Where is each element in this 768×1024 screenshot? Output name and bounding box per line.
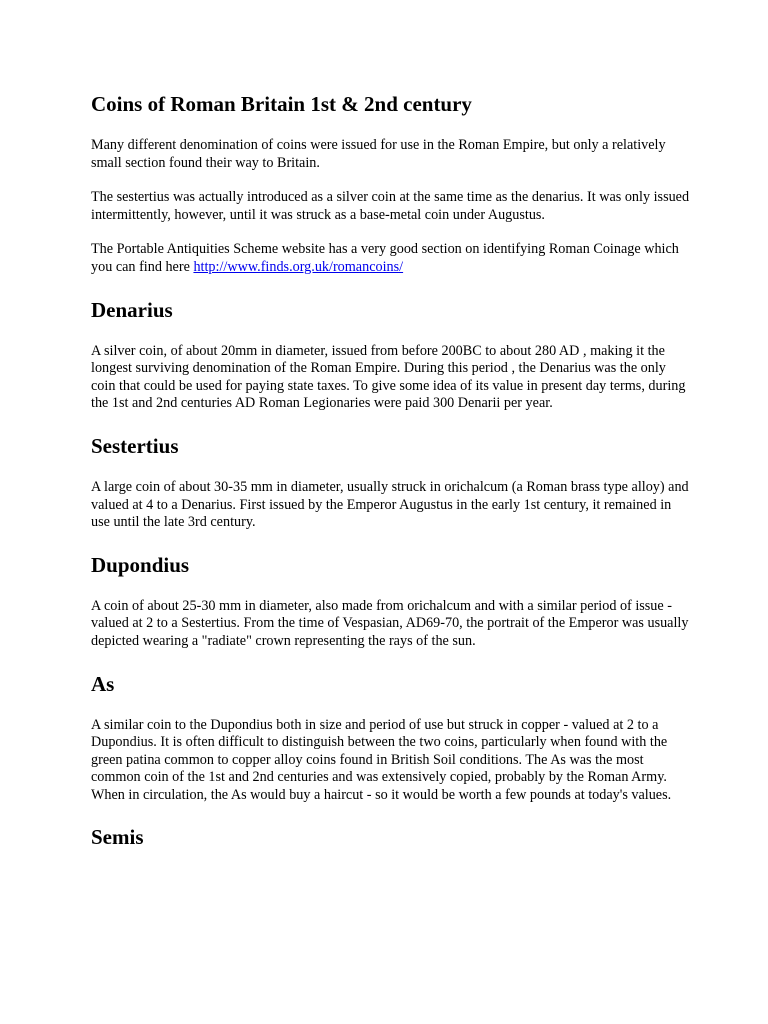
heading-sestertius: Sestertius — [91, 433, 179, 458]
body-denarius: A silver coin, of about 20mm in diameter, issued from before 200BC to about 280 AD , making it the longest surviving denomination of the Roman Empire. During this period , the Denarius was the only coin that could be used for paying state taxes. To give some idea of its value in present day terms, during the 1st and 2nd centuries AD Roman Legionaries were paid 300 Denarii per year. — [91, 342, 686, 412]
heading-denarius: Denarius — [91, 297, 173, 322]
section-dupondius — [91, 549, 691, 651]
section-semis — [91, 821, 691, 853]
intro-paragraph-2: The sestertius was actually introduced as a silver coin at the same time as the denarius. It was only issued intermittently, however, until it was struck as a base-metal coin under Augustus. — [91, 189, 690, 223]
intro-paragraph-1: Many different denomination of coins were issued for use in the Roman Empire, but only a relatively small section found their way to Britain. — [91, 137, 666, 171]
romancoins-link[interactable]: http://www.finds.org.uk/romancoins/ — [193, 258, 404, 275]
document-page — [91, 88, 691, 870]
heading-as: As — [91, 671, 115, 696]
body-sestertius: A large coin of about 30-35 mm in diameter, usually struck in orichalcum (a Roman brass type alloy) and valued at 4 to a Denarius. First issued by the Emperor Augustus in the early 1st century, it remained in use until the late 3rd century. — [91, 478, 689, 531]
section-denarius — [91, 294, 691, 413]
pas-paragraph — [91, 241, 691, 276]
body-as: A similar coin to the Dupondius both in size and period of use but struck in copper - valued at 2 to a Dupondius. It is often difficult to distinguish between the two coins, particularly when found with the green patina common to copper alloy coins found in British Soil conditions. The As was the most common coin of the 1st and 2nd centuries and was extensively copied, probably by the Roman Army. When in circulation, the As would buy a haircut - so it would be worth a few pounds at today's values. — [91, 716, 672, 803]
page-title: Coins of Roman Britain 1st & 2nd century — [91, 92, 472, 116]
heading-semis: Semis — [91, 825, 144, 850]
pas-text: The Portable Antiquities Scheme website has a very good section on identifying Roman Coinage which you can find here — [91, 241, 679, 275]
body-dupondius: A coin of about 25-30 mm in diameter, also made from orichalcum and with a similar period of issue - valued at 2 to a Sestertius. From the time of Vespasian, AD69-70, the portrait of the Emperor was usually depicted wearing a "radiate" crown representing the rays of the sun. — [91, 597, 689, 649]
heading-dupondius: Dupondius — [91, 552, 190, 577]
section-sestertius — [91, 430, 691, 532]
section-as — [91, 668, 691, 805]
